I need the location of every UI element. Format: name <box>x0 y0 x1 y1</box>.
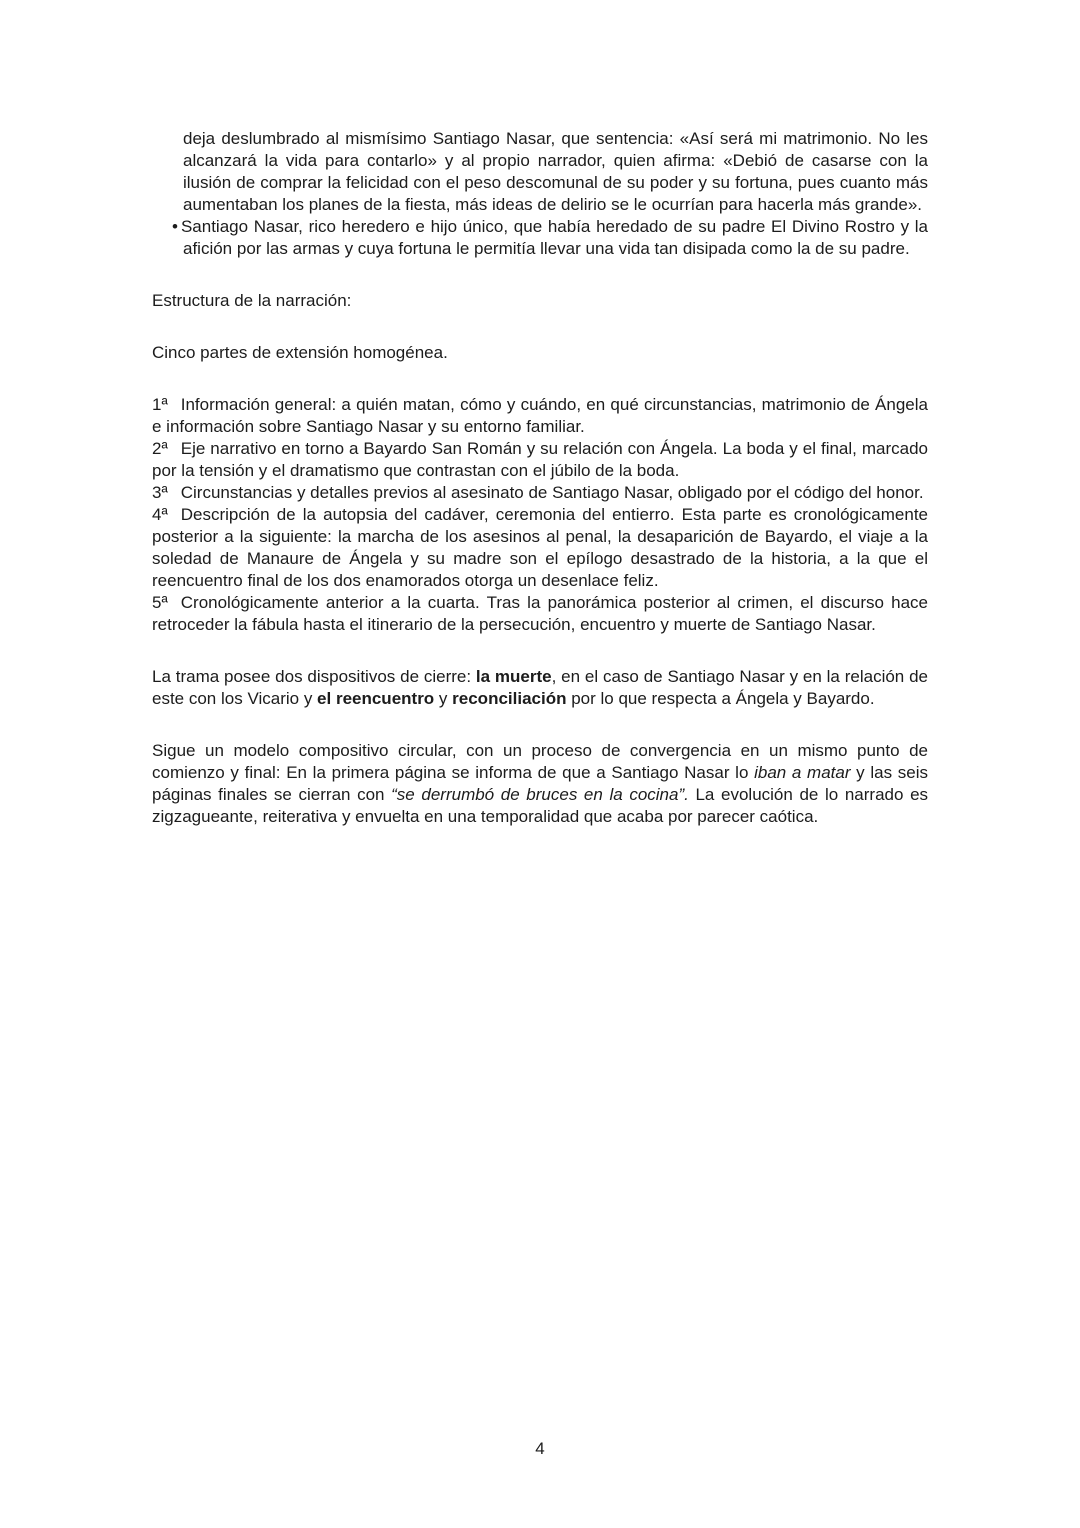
section-2 <box>152 438 928 482</box>
document-body <box>152 128 928 828</box>
section-3 <box>152 482 928 504</box>
numbered-sections <box>152 394 928 636</box>
section-1-text: Información general: a quién matan, cómo y cuándo, en qué circunstancias, matrimonio de Ángela e información sobre Santiago Nasar y su entorno familiar. <box>152 395 928 436</box>
section-2-number: 2ª <box>152 439 168 458</box>
section-4-text: Descripción de la autopsia del cadáver, ceremonia del entierro. Esta parte es cronológicamente posterior a la siguiente: la marcha de los asesinos al penal, la desaparición de Bayardo, el viaje a la soledad de Manaure de Ángela y su madre son el epílogo desastrado de la historia, a la que el reencuentro final de los dos enamorados otorga un desenlace feliz. <box>152 505 928 590</box>
paragraph-modelo-circular: Sigue un modelo compositivo circular, con un proceso de convergencia en un mismo punto de comienzo y final: En la primera página se informa de que a Santiago Nasar lo iban a matar y las seis páginas finales se cierran con “se derrumbó de bruces en la cocina”. La evolución de lo narrado es zigzagueante, reiterativa y envuelta en una temporalidad que acaba por parecer caótica. <box>152 741 929 826</box>
section-1 <box>152 394 928 438</box>
bullet-item <box>172 216 928 260</box>
section-3-number: 3ª <box>152 483 168 502</box>
section-3-text: Circunstancias y detalles previos al asesinato de Santiago Nasar, obligado por el código del honor. <box>180 483 924 502</box>
section-5-number: 5ª <box>152 593 168 612</box>
paragraph-trama: La trama posee dos dispositivos de cierre: la muerte, en el caso de Santiago Nasar y en la relación de este con los Vicario y el reencuentro y reconciliación por lo que respecta a Ángela y Bayardo. <box>152 667 928 708</box>
paragraph-cinco-partes: Cinco partes de extensión homogénea. <box>152 343 448 362</box>
section-1-number: 1ª <box>152 395 168 414</box>
bullet-item-text: Santiago Nasar, rico heredero e hijo único, que había heredado de su padre El Divino Rostro y la afición por las armas y cuya fortuna le permitía llevar una vida tan disipada como la de su padre. <box>180 217 928 258</box>
section-2-text: Eje narrativo en torno a Bayardo San Román y su relación con Ángela. La boda y el final, marcado por la tensión y el dramatismo que contrastan con el júbilo de la boda. <box>152 439 928 480</box>
page-number: 4 <box>535 1439 545 1458</box>
bullet-icon: • <box>172 217 178 236</box>
section-heading-estructura: Estructura de la narración: <box>152 291 352 310</box>
paragraph-quote-continuation: deja deslumbrado al mismísimo Santiago Nasar, que sentencia: «Así será mi matrimonio. No les alcanzará la vida para contarlo» y al propio narrador, quien afirma: «Debió de casarse con la ilusión de comprar la felicidad con el peso descomunal de su poder y su fortuna, pues cuanto más aumentaban los planes de la fiesta, más ideas de delirio se le ocurrían para hacerla más grande». <box>183 129 928 214</box>
section-4 <box>152 504 928 592</box>
section-5 <box>152 592 928 636</box>
list-block <box>152 128 928 260</box>
section-4-number: 4ª <box>152 505 168 524</box>
section-5-text: Cronológicamente anterior a la cuarta. Tras la panorámica posterior al crimen, el discurso hace retroceder la fábula hasta el itinerario de la persecución, encuentro y muerte de Santiago Nasar. <box>152 593 928 634</box>
